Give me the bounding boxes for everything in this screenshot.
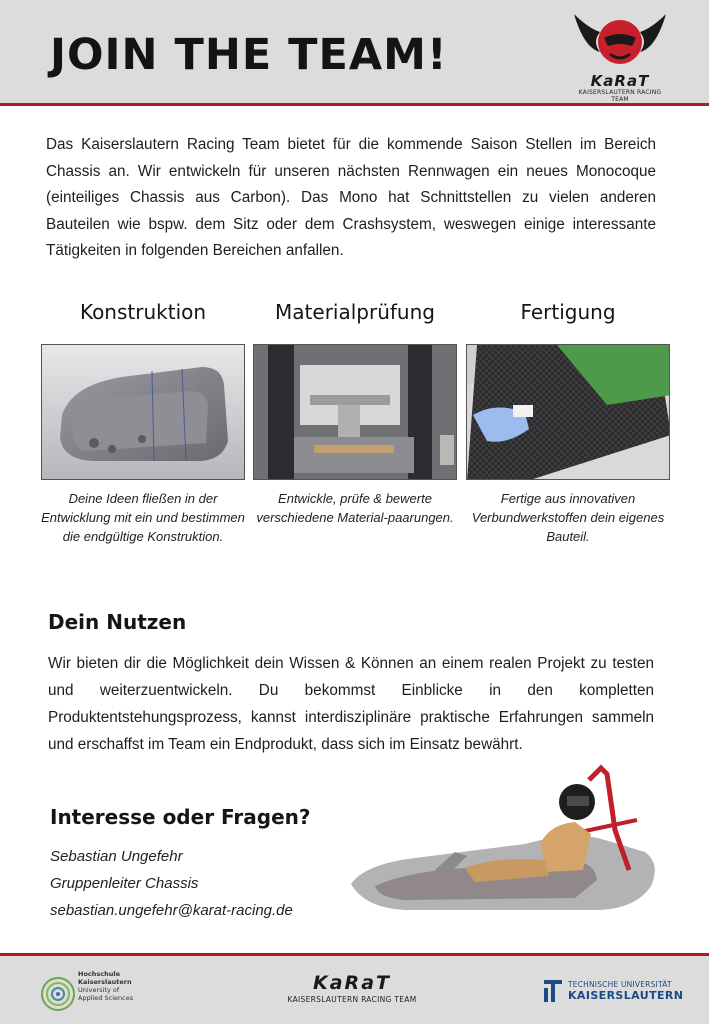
contact-heading: Interesse oder Fragen? — [50, 805, 311, 829]
karat-footer-wordmark: KaRaT — [313, 972, 391, 994]
page-title: JOIN THE TEAM! — [50, 30, 448, 80]
carbon-layup-icon — [467, 345, 670, 480]
race-car-illustration — [345, 760, 665, 925]
header-divider — [0, 103, 709, 106]
tu-line-1: TECHNISCHE UNIVERSITÄT — [568, 980, 672, 989]
testing-machine-image — [253, 344, 457, 480]
contact-role: Gruppenleiter Chassis — [50, 875, 199, 892]
nutzen-paragraph: Wir bieten dir die Möglichkeit dein Wissen & Können an einem realen Projekt zu testen und weiterzuentwickeln. Du bekommst Einblicke in den kompletten Produktentstehungsprozess, kannst interdisziplinäre praktische Erfahrungen sammeln und erschaffst im Team ein Endprodukt, dass sich im Einsatz bewährt. — [48, 655, 654, 753]
column-caption: Entwickle, prüfe & bewerte verschiedene Material-paarungen. — [256, 491, 454, 525]
column-heading: Fertigung — [520, 300, 616, 324]
karat-tagline: KAISERSLAUTERN RACING TEAM — [578, 89, 662, 103]
hs-line-1: Hochschule — [78, 970, 120, 978]
hs-line-4: Applied Sciences — [78, 994, 134, 1002]
column-caption: Fertige aus innovativen Verbundwerkstoffen dein eigenes Bauteil. — [471, 491, 665, 544]
column-fertigung — [466, 300, 670, 544]
karat-logo — [570, 8, 670, 103]
karat-footer-logo — [282, 972, 422, 1004]
tu-text — [568, 980, 683, 1002]
column-heading: Materialprüfung — [275, 300, 435, 324]
column-materialpruefung — [253, 300, 457, 525]
hochschule-logo — [40, 970, 170, 1014]
karat-emblem-icon — [570, 8, 670, 74]
hochschule-text — [78, 970, 133, 1002]
hs-line-2: Kaiserslautern — [78, 978, 132, 986]
contact-email[interactable]: sebastian.ungefehr@karat-racing.de — [50, 902, 293, 919]
karat-wordmark: KaRaT — [590, 72, 650, 90]
testing-machine-icon — [254, 345, 457, 480]
tu-kaiserslautern-logo — [542, 978, 682, 1008]
hochschule-fingerprint-icon — [40, 970, 76, 1014]
column-heading: Konstruktion — [79, 300, 207, 324]
tu-emblem-icon — [542, 978, 564, 1004]
monocoque-cad-icon — [42, 345, 245, 480]
karat-footer-tagline: KAISERSLAUTERN RACING TEAM — [287, 995, 417, 1004]
intro-paragraph: Das Kaiserslautern Racing Team bietet für die kommende Saison Stellen im Bereich Chassis an. Wir entwickeln für unseren nächsten Rennwagen ein neues Monocoque (einteiliges Chassis aus Carbon). Das Mono hat Schnittstellen zu vielen anderen Bauteilen wie bspw. dem Sitz oder dem Crashsystem, weswegen einige interessante Tätigkeiten in folgenden Bereichen anfallen. — [46, 136, 656, 259]
tu-line-2: KAISERSLAUTERN — [568, 989, 684, 1002]
cad-model-image — [41, 344, 245, 480]
carbon-layup-image — [466, 344, 670, 480]
hs-line-3: University of — [78, 986, 120, 994]
column-caption: Deine Ideen fließen in der Entwicklung mit ein und bestimmen die endgültige Konstruktion. — [41, 491, 245, 544]
nutzen-heading: Dein Nutzen — [48, 610, 187, 634]
race-car-driver-icon — [345, 760, 665, 925]
column-konstruktion — [41, 300, 245, 544]
contact-name: Sebastian Ungefehr — [50, 848, 183, 865]
